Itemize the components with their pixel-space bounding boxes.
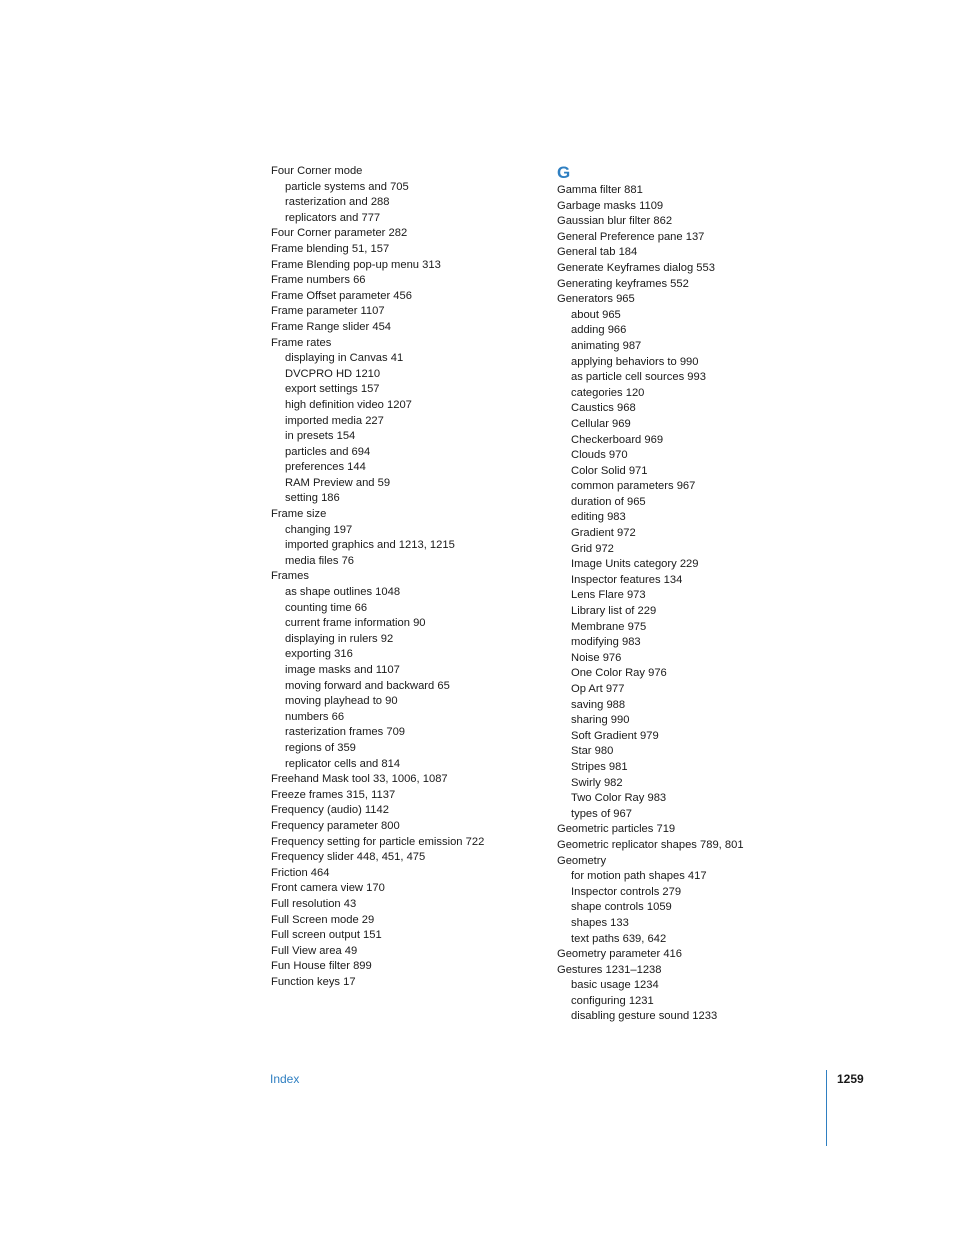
index-subentry: Clouds 970 xyxy=(571,449,628,462)
index-entry: Frequency slider 448, 451, 475 xyxy=(271,851,426,864)
index-subentry: preferences 144 xyxy=(285,461,366,474)
index-subentry: text paths 639, 642 xyxy=(571,932,667,945)
index-subentry: regions of 359 xyxy=(285,741,356,754)
index-subentry: high definition video 1207 xyxy=(285,398,412,411)
index-subentry: common parameters 967 xyxy=(571,480,696,493)
index-entry: Frame blending 51, 157 xyxy=(271,242,390,255)
index-subentry: particle systems and 705 xyxy=(285,180,409,193)
index-subentry: changing 197 xyxy=(285,523,353,536)
index-subentry: numbers 66 xyxy=(285,710,345,723)
index-entry: Full resolution 43 xyxy=(271,897,357,910)
index-subentry: Library list of 229 xyxy=(571,605,657,618)
index-subentry: Star 980 xyxy=(571,745,614,758)
index-entry: Geometric replicator shapes 789, 801 xyxy=(557,838,744,851)
index-subentry: categories 120 xyxy=(571,386,645,399)
index-entry: Geometry xyxy=(557,854,607,867)
index-subentry: Lens Flare 973 xyxy=(571,589,646,602)
index-subentry: Swirly 982 xyxy=(571,776,623,789)
index-entry: Geometry parameter 416 xyxy=(557,948,682,961)
index-subentry: export settings 157 xyxy=(285,383,380,396)
index-entry: Function keys 17 xyxy=(271,975,356,988)
index-entry: Frame rates xyxy=(271,336,332,349)
index-entry: Four Corner parameter 282 xyxy=(271,227,408,240)
index-entry: Freehand Mask tool 33, 1006, 1087 xyxy=(271,773,448,786)
index-subentry: configuring 1231 xyxy=(571,994,654,1007)
index-subentry: Color Solid 971 xyxy=(571,464,648,477)
index-entry: Generating keyframes 552 xyxy=(557,277,689,290)
index-subentry: media files 76 xyxy=(285,554,355,567)
index-subentry: setting 186 xyxy=(285,492,340,505)
index-entry: Frame Blending pop-up menu 313 xyxy=(271,258,441,271)
index-subentry: imported graphics and 1213, 1215 xyxy=(285,539,455,552)
index-entry: Geometric particles 719 xyxy=(557,823,676,836)
index-subentry: One Color Ray 976 xyxy=(571,667,667,680)
index-entry: Generate Keyframes dialog 553 xyxy=(557,261,715,274)
index-subentry: Two Color Ray 983 xyxy=(571,792,667,805)
index-subentry: Op Art 977 xyxy=(571,683,625,695)
index-subentry: particles and 694 xyxy=(285,445,371,458)
index-subentry: shapes 133 xyxy=(571,916,629,929)
index-subentry: Checkerboard 969 xyxy=(571,433,664,446)
index-entry: Frame numbers 66 xyxy=(271,274,366,287)
index-subentry: as shape outlines 1048 xyxy=(285,586,401,599)
index-subentry: Inspector controls 279 xyxy=(571,885,682,898)
index-subentry: in presets 154 xyxy=(285,430,356,443)
index-entry: Four Corner mode xyxy=(271,165,363,177)
index-subentry: applying behaviors to 990 xyxy=(571,355,699,368)
index-entry: Front camera view 170 xyxy=(271,882,385,895)
section-letter: G xyxy=(557,163,571,182)
index-subentry: basic usage 1234 xyxy=(571,979,659,992)
index-subentry: sharing 990 xyxy=(571,714,630,727)
index-entry: General tab 184 xyxy=(557,246,638,259)
index-entry: Frame Range slider 454 xyxy=(271,320,392,333)
index-subentry: Soft Gradient 979 xyxy=(571,729,659,742)
index-subentry: adding 966 xyxy=(571,324,627,337)
index-subentry: exporting 316 xyxy=(285,648,353,661)
index-subentry: modifying 983 xyxy=(571,636,641,649)
index-entry: Frame size xyxy=(271,508,327,521)
index-subentry: Inspector features 134 xyxy=(571,573,683,586)
index-column-left xyxy=(271,164,541,990)
index-entry: Fun House filter 899 xyxy=(271,960,372,973)
footer-section-label: Index xyxy=(270,1072,300,1086)
index-subentry: displaying in Canvas 41 xyxy=(285,352,404,365)
index-subentry: shape controls 1059 xyxy=(571,901,672,914)
index-subentry: Cellular 969 xyxy=(571,417,631,430)
index-subentry: rasterization and 288 xyxy=(285,196,390,209)
index-subentry: displaying in rulers 92 xyxy=(285,632,394,645)
index-subentry: moving playhead to 90 xyxy=(285,695,398,708)
index-subentry: Image Units category 229 xyxy=(571,558,699,571)
index-subentry: replicator cells and 814 xyxy=(285,757,401,770)
index-subentry: about 965 xyxy=(571,308,621,321)
index-entry: Friction 464 xyxy=(271,866,330,879)
index-subentry: moving forward and backward 65 xyxy=(285,679,450,692)
page-number: 1259 xyxy=(837,1072,864,1086)
index-subentry: Membrane 975 xyxy=(571,620,647,633)
index-entry: Frames xyxy=(271,570,309,583)
index-subentry: replicators and 777 xyxy=(285,211,381,224)
index-subentry: DVCPRO HD 1210 xyxy=(285,367,381,380)
index-subentry: imported media 227 xyxy=(285,414,384,427)
index-entry: Frequency (audio) 1142 xyxy=(271,804,389,817)
index-subentry: types of 967 xyxy=(571,807,632,820)
index-subentry: saving 988 xyxy=(571,698,626,711)
index-subentry: Noise 976 xyxy=(571,651,622,664)
index-column-right xyxy=(557,183,797,1025)
index-subentry: editing 983 xyxy=(571,511,626,524)
index-entry: Full View area 49 xyxy=(271,944,358,957)
index-entry: Gamma filter 881 xyxy=(557,184,643,196)
index-entry: Gaussian blur filter 862 xyxy=(557,215,673,228)
index-subentry: counting time 66 xyxy=(285,601,368,614)
index-subentry: duration of 965 xyxy=(571,495,646,508)
index-entry: Full Screen mode 29 xyxy=(271,913,375,926)
index-entry: Freeze frames 315, 1137 xyxy=(271,788,396,801)
index-entry: Generators 965 xyxy=(557,293,635,306)
index-subentry: current frame information 90 xyxy=(285,617,426,630)
index-subentry: animating 987 xyxy=(571,339,642,352)
index-entry: Frequency setting for particle emission 722 xyxy=(271,835,485,848)
footer-divider xyxy=(826,1070,827,1146)
index-entry: Frame Offset parameter 456 xyxy=(271,289,412,302)
index-subentry: Gradient 972 xyxy=(571,527,636,540)
index-entry: Frequency parameter 800 xyxy=(271,819,400,832)
index-entry: General Preference pane 137 xyxy=(557,230,705,243)
index-subentry: as particle cell sources 993 xyxy=(571,371,706,384)
index-subentry: for motion path shapes 417 xyxy=(571,870,707,883)
index-entry: Frame parameter 1107 xyxy=(271,305,385,318)
index-entry: Gestures 1231–1238 xyxy=(557,963,662,976)
index-subentry: Grid 972 xyxy=(571,542,614,555)
index-subentry: RAM Preview and 59 xyxy=(285,476,391,489)
index-entry: Garbage masks 1109 xyxy=(557,199,664,212)
index-entry: Full screen output 151 xyxy=(271,929,382,942)
index-subentry: disabling gesture sound 1233 xyxy=(571,1010,718,1023)
index-subentry: Stripes 981 xyxy=(571,760,628,773)
index-subentry: Caustics 968 xyxy=(571,402,636,415)
index-subentry: rasterization frames 709 xyxy=(285,726,406,739)
index-subentry: image masks and 1107 xyxy=(285,664,400,676)
